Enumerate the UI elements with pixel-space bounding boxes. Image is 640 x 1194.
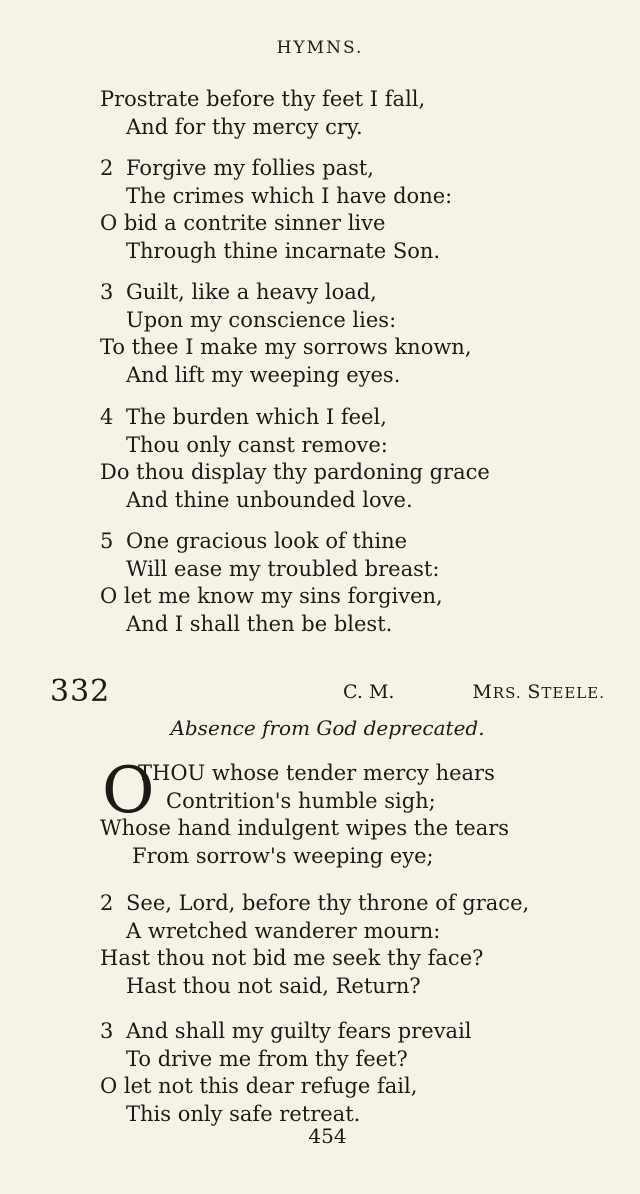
stanza-continued-3	[100, 279, 620, 389]
verse-line: And I shall then be blest.	[126, 611, 393, 636]
hymn-subtitle: Absence from God deprecated.	[170, 716, 485, 740]
stanza-number: 5	[100, 529, 114, 553]
verse-line: O bid a contrite sinner live	[100, 211, 386, 235]
hymn-meter: C. M.	[343, 681, 395, 703]
stanza-number: 2	[100, 891, 114, 915]
verse-line: Prostrate before thy feet I fall,	[100, 87, 426, 111]
verse-line: Thou only canst remove:	[126, 432, 388, 457]
stanza-number: 3	[100, 1019, 114, 1043]
verse-line: Through thine incarnate Son.	[126, 238, 441, 263]
verse-line: To thee I make my sorrows known,	[100, 335, 472, 359]
verse-line: Do thou display thy pardoning grace	[100, 460, 490, 484]
stanza-continued-2	[100, 155, 620, 265]
verse-line: This only safe retreat.	[126, 1101, 361, 1126]
verse-line: Forgive my follies past,	[126, 156, 374, 180]
verse-line: And lift my weeping eyes.	[126, 362, 401, 387]
verse-line: To drive me from thy feet?	[126, 1046, 408, 1071]
verse-line: And thine unbounded love.	[126, 487, 413, 512]
verse-line: O let not this dear refuge fail,	[100, 1074, 418, 1098]
verse-line: See, Lord, before thy throne of grace,	[126, 891, 530, 915]
verse-line: Contrition's humble sigh;	[166, 788, 436, 813]
verse-line: And for thy mercy cry.	[126, 114, 363, 139]
author-surname-initial: S	[527, 681, 542, 703]
hymn-header	[50, 672, 605, 712]
hymn-number: 332	[50, 674, 111, 709]
hymn-stanza-3	[100, 1018, 620, 1128]
stanza-number: 2	[100, 156, 114, 180]
verse-line: A wretched wanderer mourn:	[126, 918, 441, 943]
verse-line: The burden which I feel,	[126, 405, 387, 429]
hymn-stanza-1	[100, 760, 620, 870]
verse-line: The crimes which I have done:	[126, 183, 453, 208]
drop-cap: O	[102, 754, 155, 828]
verse-line: One gracious look of thine	[126, 529, 408, 553]
verse-line: Hast thou not said, Return?	[126, 973, 421, 998]
page-number: 454	[308, 1124, 347, 1148]
stanza-continued-5	[100, 528, 620, 638]
stanza-continued-1	[100, 86, 620, 141]
verse-line: THOU whose tender mercy hears	[138, 761, 495, 785]
author-initial: M	[472, 681, 493, 703]
hymn-stanza-2	[100, 890, 620, 1000]
author-surname: TEELE.	[541, 684, 605, 702]
stanza-number: 4	[100, 405, 114, 429]
stanza-continued-4	[100, 404, 620, 514]
verse-line: From sorrow's weeping eye;	[132, 843, 434, 868]
verse-line: O let me know my sins forgiven,	[100, 584, 443, 608]
stanza-number: 3	[100, 280, 114, 304]
verse-line: Will ease my troubled breast:	[126, 556, 440, 581]
verse-line: Whose hand indulgent wipes the tears	[100, 816, 510, 840]
verse-line: And shall my guilty fears prevail	[126, 1019, 472, 1043]
verse-line: Upon my conscience lies:	[126, 307, 397, 332]
author-title: RS.	[492, 684, 528, 702]
verse-line: Guilt, like a heavy load,	[126, 280, 377, 304]
verse-line: Hast thou not bid me seek thy face?	[100, 946, 484, 970]
hymn-author	[472, 672, 605, 713]
running-header: HYMNS.	[276, 38, 364, 58]
